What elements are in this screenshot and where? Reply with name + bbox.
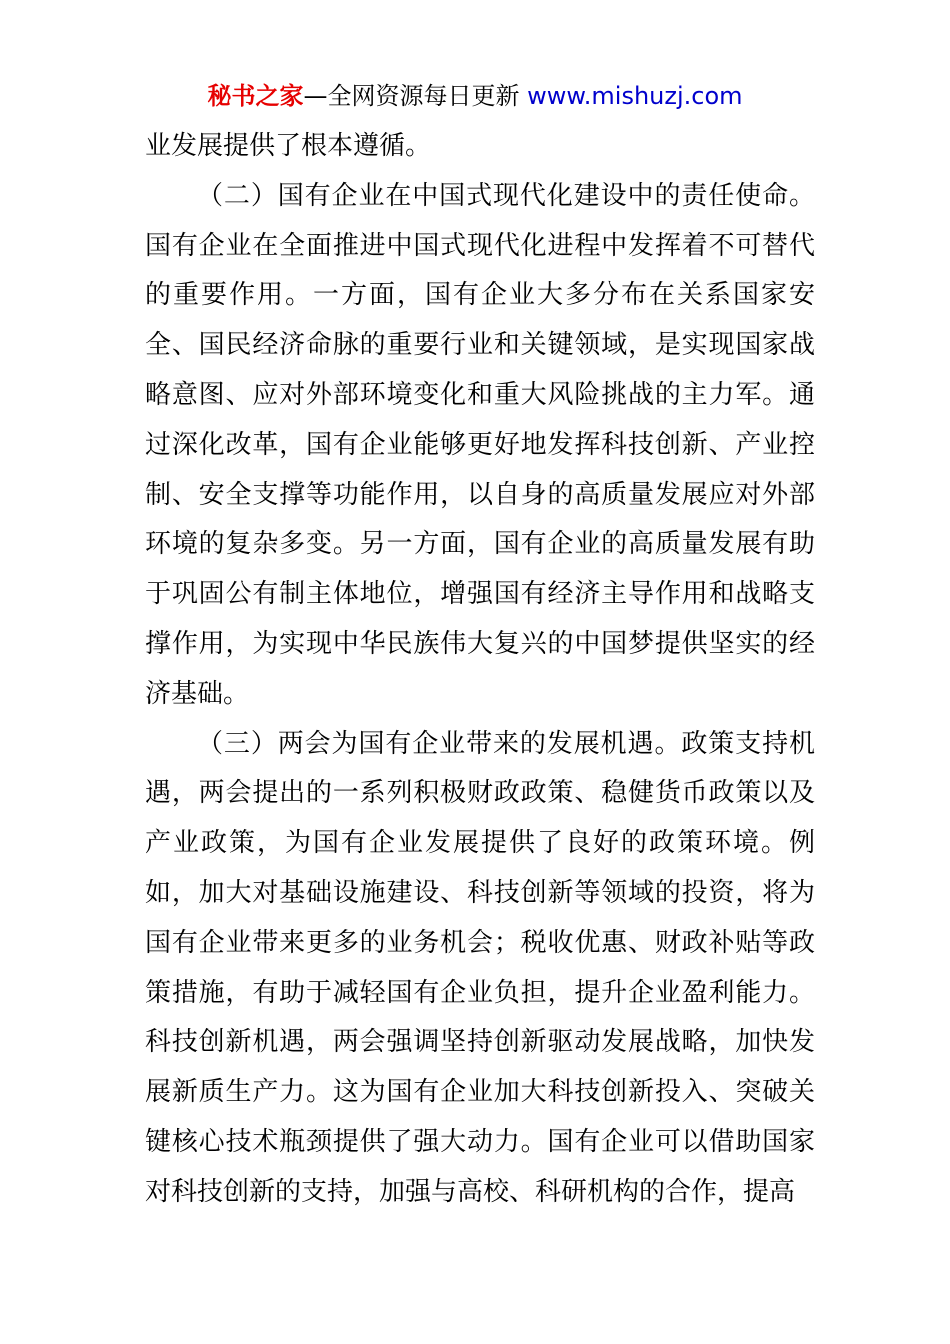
header-brand: 秘书之家 [207,82,304,110]
header-url-link[interactable]: www.mishuzj.com [527,82,743,110]
header-tagline: —全网资源每日更新 [303,82,528,110]
paragraph-section-3: （三）两会为国有企业带来的发展机遇。政策支持机遇，两会提出的一系列积极财政政策、稳健货币政策以及产业政策，为国有企业发展提供了良好的政策环境。例如，加大对基础设施建设、科技创新等领域的投资，将为国有企业带来更多的业务机会；税收优惠、财政补贴等政策措施，有助于减轻国有企业负担，提升企业盈利能力。科技创新机遇，两会强调坚持创新驱动发展战略，加快发展新质生产力。这为国有企业加大科技创新投入、突破关键核心技术瓶颈提供了强大动力。国有企业可以借助国家对科技创新的支持，加强与高校、科研机构的合作，提高 [145,728,815,1207]
document-body [145,122,815,1218]
page-header [0,80,950,112]
paragraph-continuation: 业发展提供了根本遵循。 [145,131,432,161]
paragraph-section-2: （二）国有企业在中国式现代化建设中的责任使命。国有企业在全面推进中国式现代化进程中发挥着不可替代的重要作用。一方面，国有企业大多分布在关系国家安全、国民经济命脉的重要行业和关键领域，是实现国家战略意图、应对外部环境变化和重大风险挑战的主力军。通过深化改革，国有企业能够更好地发挥科技创新、产业控制、安全支撑等功能作用，以自身的高质量发展应对外部环境的复杂多变。另一方面，国有企业的高质量发展有助于巩固公有制主体地位，增强国有经济主导作用和战略支撑作用，为实现中华民族伟大复兴的中国梦提供坚实的经济基础。 [145,180,815,709]
